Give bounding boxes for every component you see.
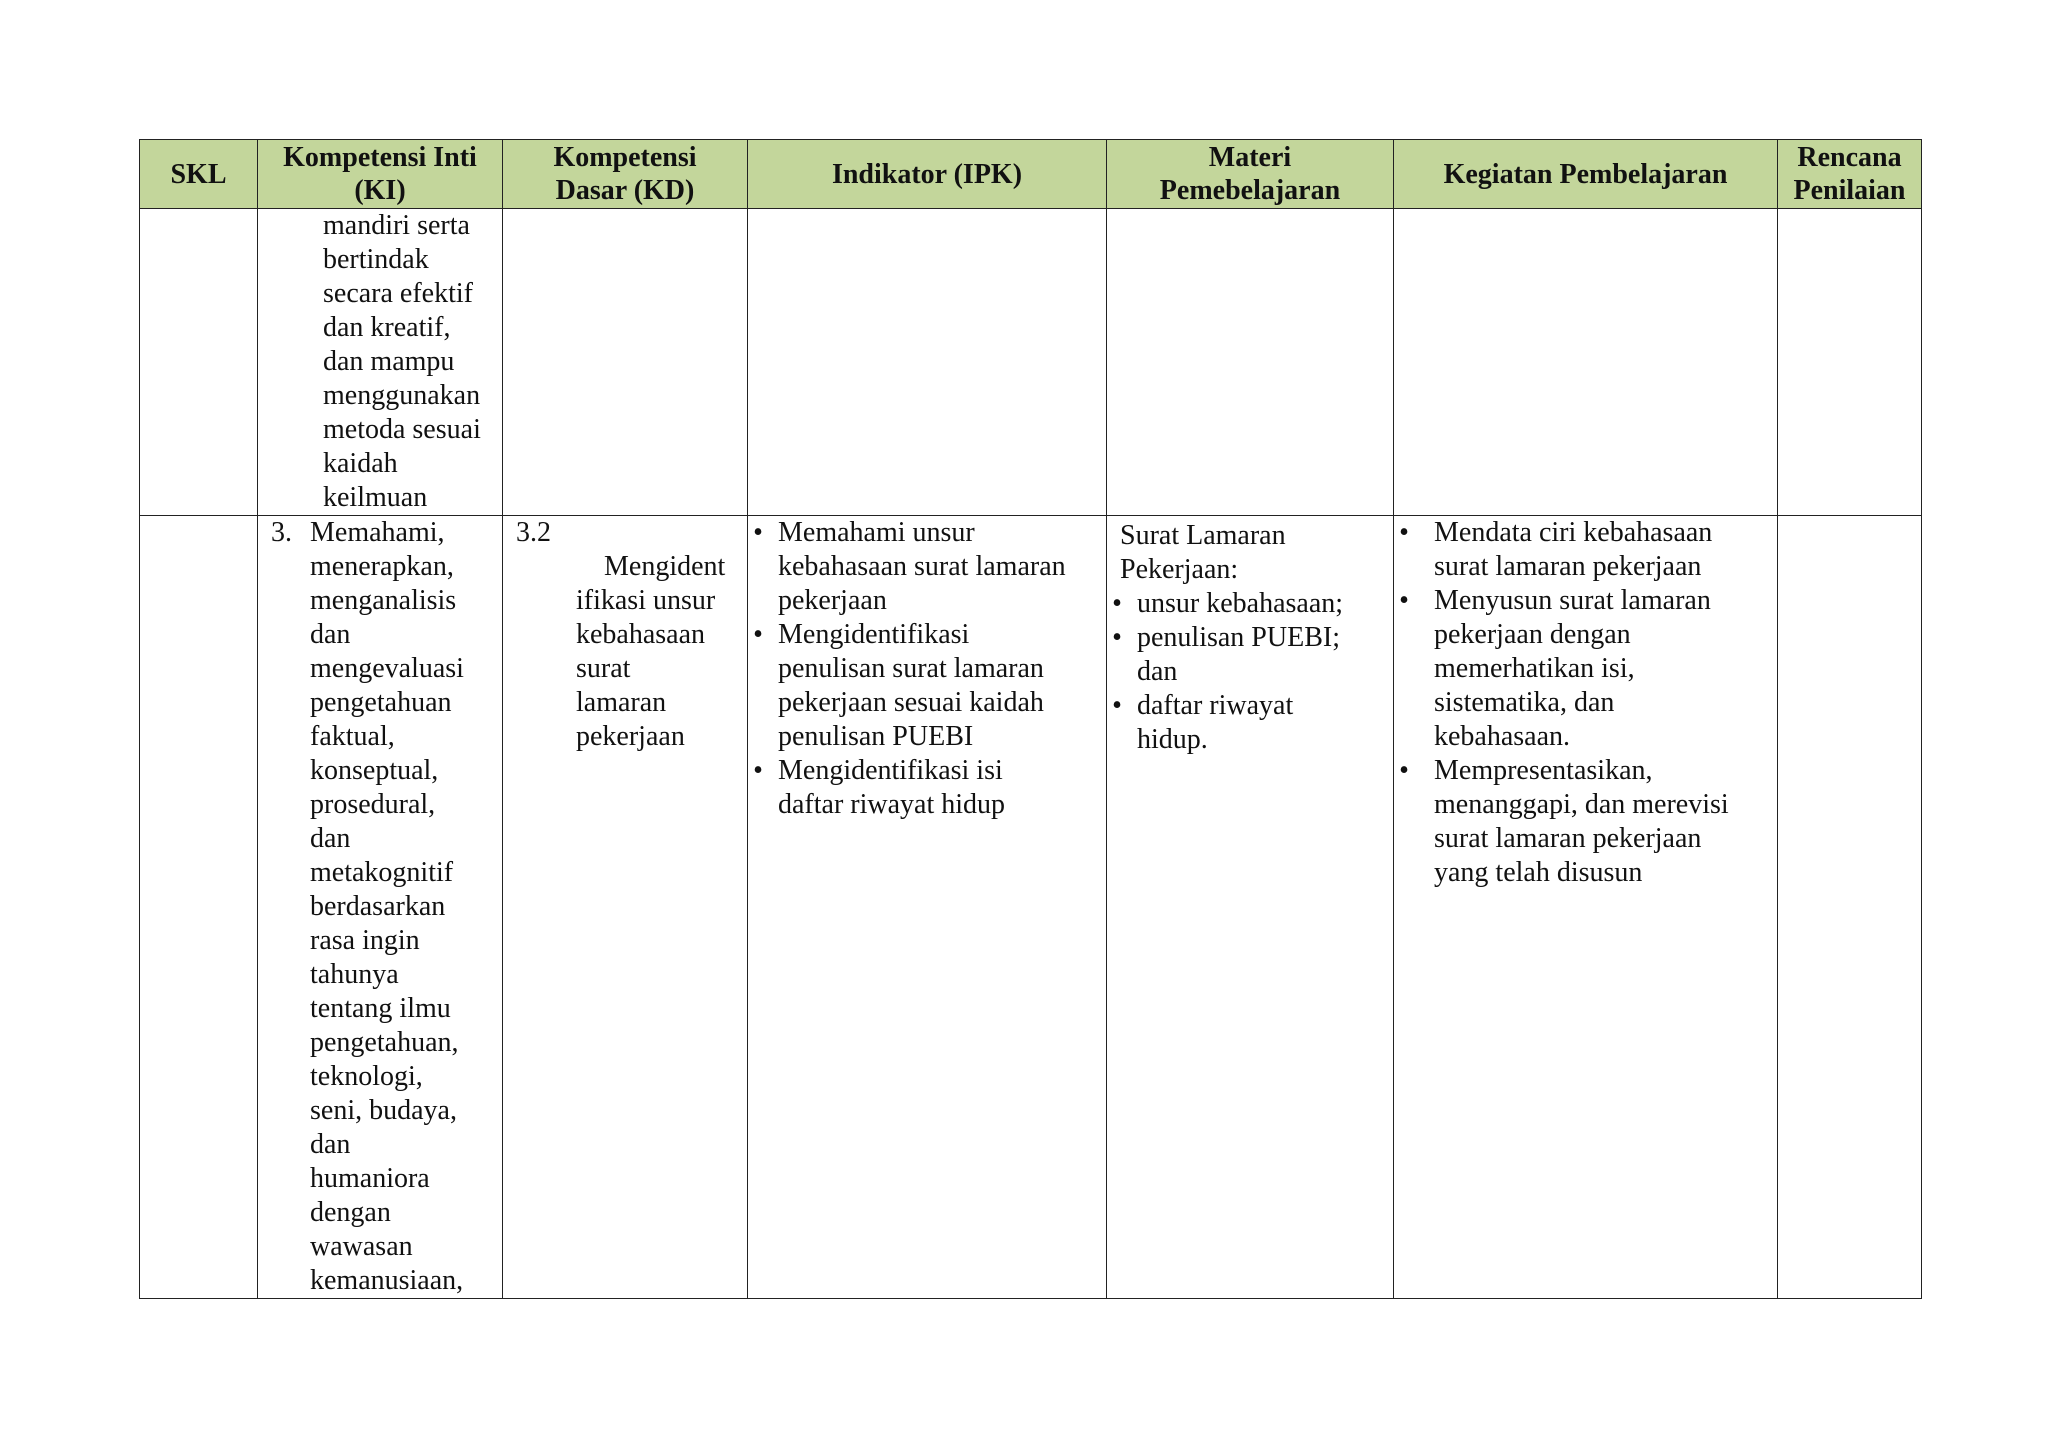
cell-ipk <box>748 209 1107 516</box>
list-item: • Mengidentifikasi isi daftar riwayat hidup <box>748 754 1106 822</box>
bullet-icon: • <box>753 619 763 650</box>
cell-kd <box>503 516 748 1299</box>
list-item: • daftar riwayat hidup. <box>1107 689 1393 757</box>
bullet-icon: • <box>1112 622 1122 653</box>
list-item: • Memahami unsur kebahasaan surat lamaran pekerjaan <box>748 516 1106 618</box>
list-item: • unsur kebahasaan; <box>1107 587 1393 621</box>
ipk-list <box>748 516 1106 822</box>
cell-kegiatan <box>1394 516 1778 1299</box>
bullet-icon: • <box>1112 690 1122 721</box>
list-item: • penulisan PUEBI; dan <box>1107 621 1393 689</box>
ki-number: 3. <box>271 517 292 548</box>
table-row <box>140 209 1922 516</box>
header-kompetensi-dasar: Kompetensi Dasar (KD) <box>503 140 748 209</box>
list-item: • Mendata ciri kebahasaan surat lamaran pekerjaan <box>1394 516 1777 584</box>
cell-kegiatan <box>1394 209 1778 516</box>
bullet-icon: • <box>1112 588 1122 619</box>
cell-materi <box>1107 516 1394 1299</box>
cell-kd <box>503 209 748 516</box>
table-header-row <box>140 140 1922 209</box>
cell-ipk <box>748 516 1107 1299</box>
bullet-icon: • <box>1399 585 1409 616</box>
list-item: • Mempresentasikan, menanggapi, dan merevisi surat lamaran pekerjaan yang telah disusun <box>1394 754 1777 890</box>
table-row <box>140 516 1922 1299</box>
rpp-table <box>139 139 1922 1299</box>
header-materi: Materi Pemebelajaran <box>1107 140 1394 209</box>
header-skl: SKL <box>140 140 258 209</box>
cell-ki <box>258 209 503 516</box>
list-item: • Mengidentifikasi penulisan surat lamaran pekerjaan sesuai kaidah penulisan PUEBI <box>748 618 1106 754</box>
cell-penilaian <box>1778 209 1922 516</box>
bullet-icon: • <box>1399 517 1409 548</box>
ki-text: mandiri serta bertindak secara efektif dan kreatif, dan mampu menggunakan metoda sesuai kaidah keilmuan <box>323 210 481 513</box>
cell-skl <box>140 516 258 1299</box>
cell-skl <box>140 209 258 516</box>
header-kegiatan: Kegiatan Pembelajaran <box>1394 140 1778 209</box>
cell-ki <box>258 516 503 1299</box>
bullet-icon: • <box>753 755 763 786</box>
header-penilaian: Rencana Penilaian <box>1778 140 1922 209</box>
materi-list <box>1107 587 1393 757</box>
kd-code: 3.2 <box>516 517 551 548</box>
bullet-icon: • <box>753 517 763 548</box>
list-item: • Menyusun surat lamaran pekerjaan dengan memerhatikan isi, sistematika, dan kebahasaan. <box>1394 584 1777 754</box>
bullet-icon: • <box>1399 755 1409 786</box>
materi-title: Surat Lamaran Pekerjaan: <box>1120 520 1286 585</box>
kd-text: Mengident ifikasi unsur kebahasaan surat lamaran pekerjaan <box>576 551 726 752</box>
header-indikator: Indikator (IPK) <box>748 140 1107 209</box>
cell-materi <box>1107 209 1394 516</box>
cell-penilaian <box>1778 516 1922 1299</box>
ki-text: Memahami, menerapkan, menganalisis dan mengevaluasi pengetahuan faktual, konseptual, prosedural, dan metakognitif berdasarkan rasa ingin tahunya tentang ilmu pengetahuan, teknologi, seni, budaya, dan humaniora dengan wawasan kemanusiaan, <box>310 517 464 1296</box>
header-kompetensi-inti: Kompetensi Inti (KI) <box>258 140 503 209</box>
kegiatan-list <box>1394 516 1777 890</box>
